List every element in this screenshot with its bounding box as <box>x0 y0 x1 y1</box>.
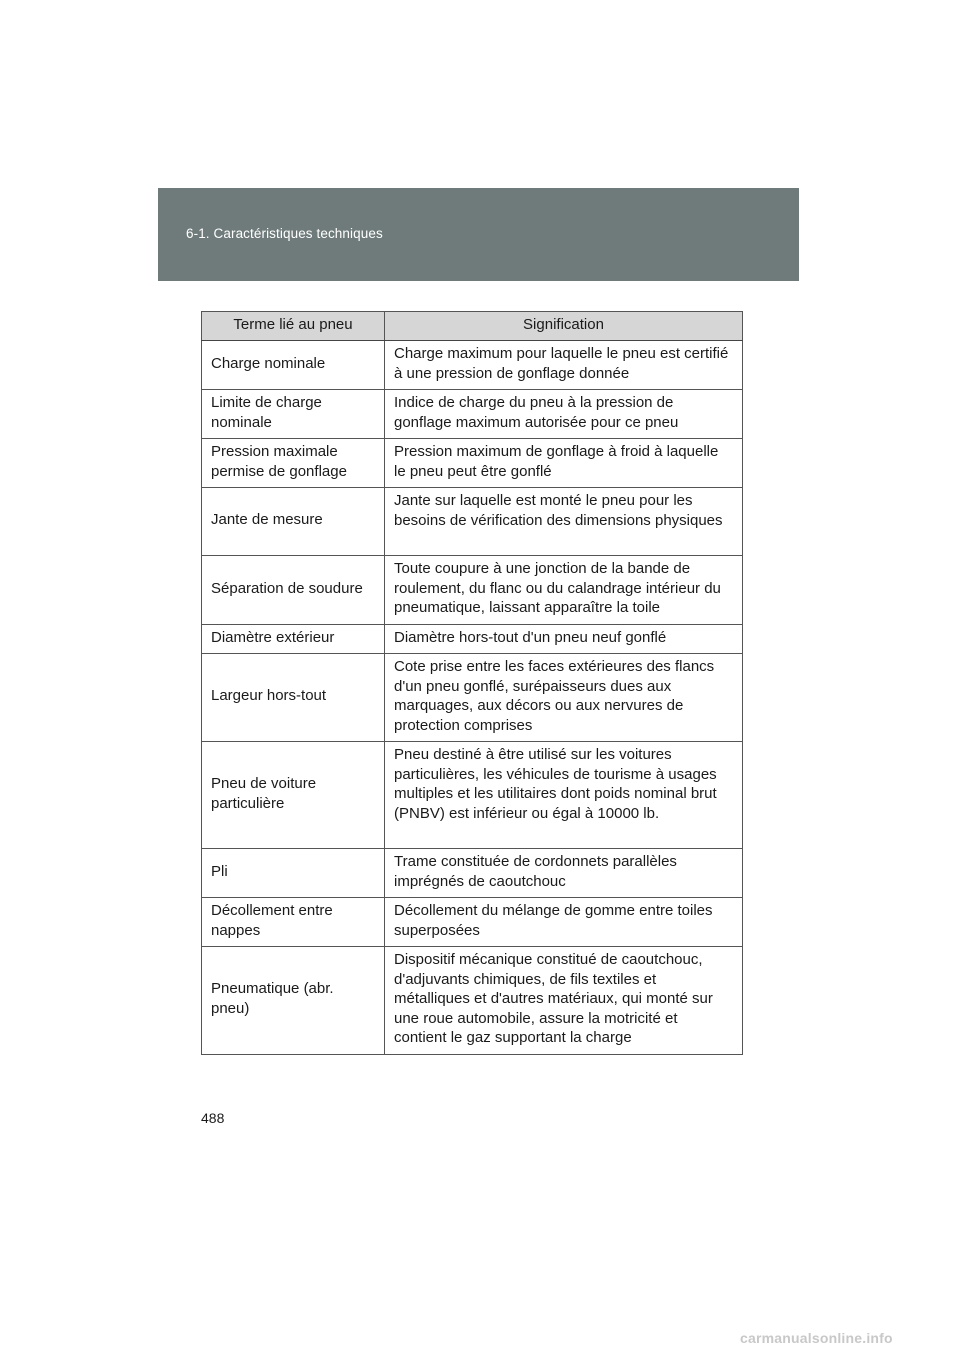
term-cell: Pression maximale permise de gonflage <box>202 439 385 488</box>
term-cell: Pneumatique (abr. pneu) <box>202 947 385 1055</box>
watermark: carmanualsonline.info <box>740 1330 893 1346</box>
meaning-cell: Trame constituée de cordonnets parallèles imprégnés de caoutchouc <box>385 849 743 898</box>
term-cell: Décollement entre nappes <box>202 898 385 947</box>
term-cell: Pneu de voiture particulière <box>202 742 385 849</box>
meaning-cell: Charge maximum pour laquelle le pneu est certifié à une pression de gonflage donnée <box>385 341 743 390</box>
table-row <box>202 742 743 849</box>
term-cell: Charge nominale <box>202 341 385 390</box>
column-header-meaning: Signification <box>385 312 743 341</box>
meaning-cell: Cote prise entre les faces extérieures des flancs d'un pneu gonflé, surépaisseurs dues aux marquages, aux décors ou aux nervures de protection comprises <box>385 654 743 742</box>
meaning-cell: Pneu destiné à être utilisé sur les voitures particulières, les véhicules de tourisme à usages multiples et les utilitaires dont poids nominal brut (PNBV) est inférieur ou égal à 10000 lb. <box>385 742 743 849</box>
meaning-cell: Dispositif mécanique constitué de caoutchouc, d'adjuvants chimiques, de fils textiles et métalliques et d'autres matériaux, qui monté sur une roue automobile, assure la motricité et contient le gaz supportant la charge <box>385 947 743 1055</box>
table-row <box>202 556 743 625</box>
table-row <box>202 849 743 898</box>
table-row <box>202 654 743 742</box>
meaning-cell: Jante sur laquelle est monté le pneu pour les besoins de vérification des dimensions physiques <box>385 488 743 556</box>
table-row <box>202 390 743 439</box>
meaning-cell: Pression maximum de gonflage à froid à laquelle le pneu peut être gonflé <box>385 439 743 488</box>
term-cell: Séparation de soudure <box>202 556 385 625</box>
section-title: 6-1. Caractéristiques techniques <box>186 226 383 241</box>
term-cell: Limite de charge nominale <box>202 390 385 439</box>
section-header-band <box>158 188 799 281</box>
term-cell: Largeur hors-tout <box>202 654 385 742</box>
meaning-cell: Diamètre hors-tout d'un pneu neuf gonflé <box>385 624 743 654</box>
term-cell: Pli <box>202 849 385 898</box>
tire-terms-table <box>201 311 743 1055</box>
term-cell: Diamètre extérieur <box>202 624 385 654</box>
table-header-row <box>202 312 743 341</box>
page-number: 488 <box>201 1110 225 1126</box>
meaning-cell: Décollement du mélange de gomme entre toiles superposées <box>385 898 743 947</box>
table-row <box>202 898 743 947</box>
table-row <box>202 439 743 488</box>
table-row <box>202 947 743 1055</box>
table-row <box>202 624 743 654</box>
table-row <box>202 341 743 390</box>
meaning-cell: Toute coupure à une jonction de la bande de roulement, du flanc ou du calandrage intérieur du pneumatique, laissant apparaître la toile <box>385 556 743 625</box>
column-header-term: Terme lié au pneu <box>202 312 385 341</box>
meaning-cell: Indice de charge du pneu à la pression de gonflage maximum autorisée pour ce pneu <box>385 390 743 439</box>
table-row <box>202 488 743 556</box>
term-cell: Jante de mesure <box>202 488 385 556</box>
